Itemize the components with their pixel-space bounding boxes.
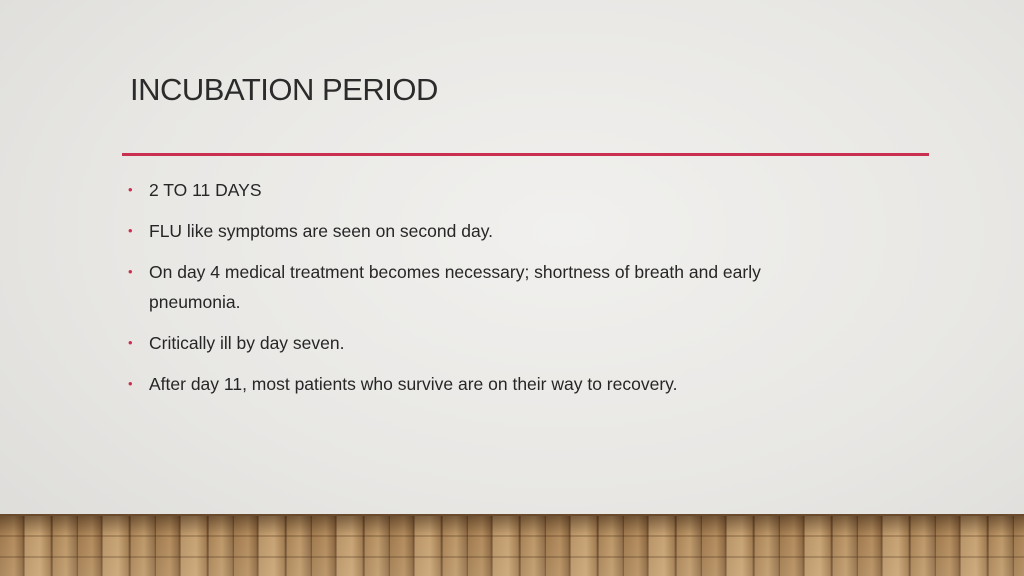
bullet-item bbox=[128, 216, 848, 246]
bullet-text: FLU like symptoms are seen on second day. bbox=[149, 221, 494, 241]
title-divider bbox=[122, 153, 929, 156]
wood-floor-background bbox=[0, 514, 1024, 576]
bullet-dot-icon: • bbox=[128, 264, 133, 279]
bullet-item bbox=[128, 257, 848, 317]
bullet-text: On day 4 medical treatment becomes necessary; shortness of breath and early pneumonia. bbox=[149, 262, 761, 312]
bullet-item bbox=[128, 328, 848, 358]
bullet-text: Critically ill by day seven. bbox=[149, 333, 345, 353]
bullet-text: 2 TO 11 DAYS bbox=[149, 180, 262, 200]
bullet-dot-icon: • bbox=[128, 223, 133, 238]
bullet-text: After day 11, most patients who survive are on their way to recovery. bbox=[149, 374, 678, 394]
bullet-dot-icon: • bbox=[128, 376, 133, 391]
bullet-item bbox=[128, 369, 848, 399]
slide-title: INCUBATION PERIOD bbox=[130, 72, 438, 107]
bullet-item bbox=[128, 175, 848, 205]
bullet-dot-icon: • bbox=[128, 335, 133, 350]
bullet-list bbox=[128, 175, 848, 410]
bullet-dot-icon: • bbox=[128, 182, 133, 197]
